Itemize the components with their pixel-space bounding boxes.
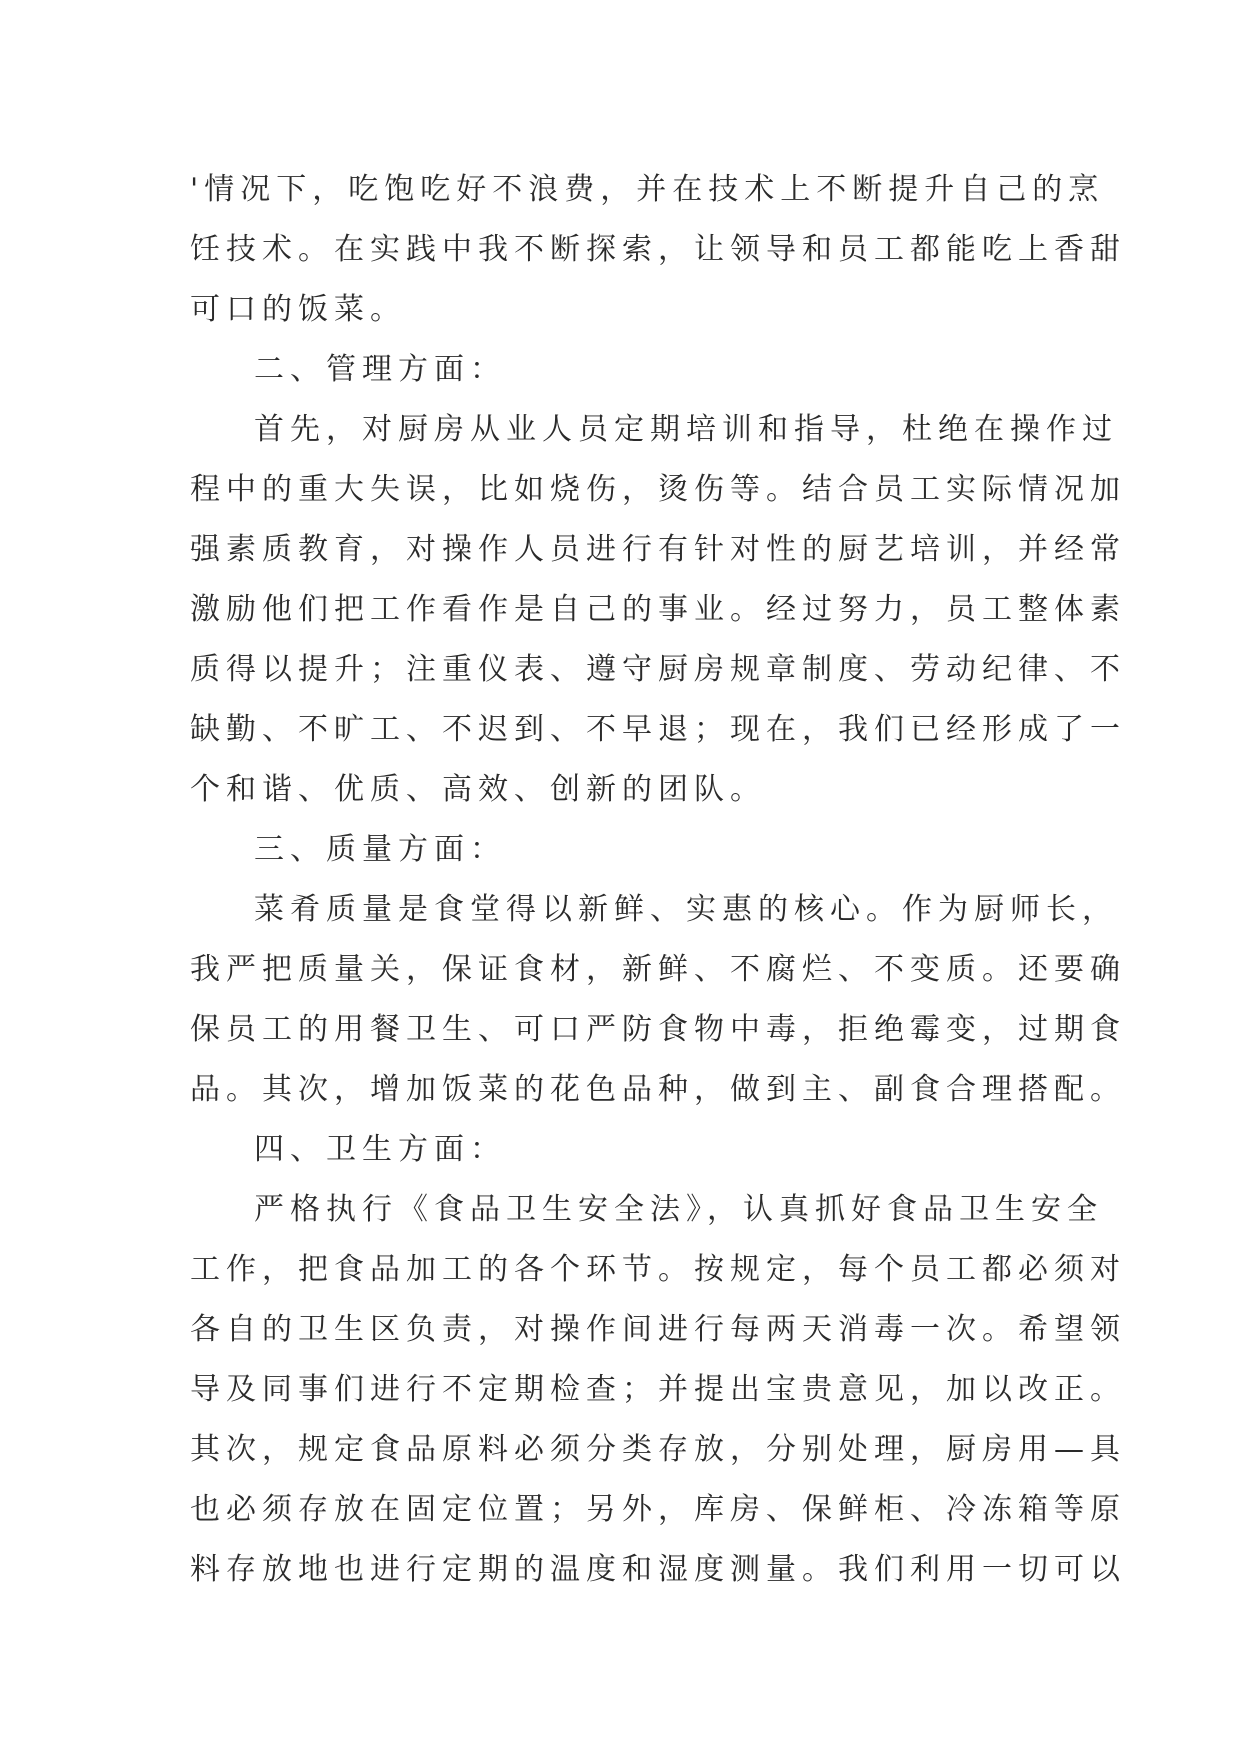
paragraph-first-line: 菜肴质量是食堂得以新鲜、实惠的核心。作为厨师长， <box>254 892 1118 927</box>
text-line: 程中的重大失误，比如烧伤，烫伤等。结合员工实际情况加 <box>190 472 1126 507</box>
text-line: 料存放地也进行定期的温度和湿度测量。我们利用一切可以 <box>190 1552 1126 1587</box>
text-line: 其次，规定食品原料必须分类存放，分别处理，厨房用—具 <box>190 1432 1126 1467</box>
text-line: 我严把质量关，保证食材，新鲜、不腐烂、不变质。还要确 <box>190 952 1126 987</box>
text-line: 导及同事们进行不定期检查；并提出宝贵意见，加以改正。 <box>190 1372 1126 1407</box>
section-heading-management: 二、管理方面： <box>254 352 506 387</box>
text-line: 保员工的用餐卫生、可口严防食物中毒，拒绝霉变，过期食 <box>190 1012 1126 1047</box>
text-line: 个和谐、优质、高效、创新的团队。 <box>190 772 766 807</box>
text-line: 品。其次，增加饭菜的花色品种，做到主、副食合理搭配。 <box>190 1072 1126 1107</box>
text-line: 可口的饭菜。 <box>190 292 406 327</box>
section-heading-quality: 三、质量方面： <box>254 832 506 867</box>
text-line: 工作，把食品加工的各个环节。按规定，每个员工都必须对 <box>190 1252 1126 1287</box>
text-line: 缺勤、不旷工、不迟到、不早退；现在，我们已经形成了一 <box>190 712 1126 747</box>
text-line: '情况下，吃饱吃好不浪费，并在技术上不断提升自己的烹 <box>190 172 1105 207</box>
text-line: 激励他们把工作看作是自己的事业。经过努力，员工整体素 <box>190 592 1126 627</box>
paragraph-first-line: 严格执行《食品卫生安全法》，认真抓好食品卫生安全 <box>254 1192 1103 1227</box>
text-line: 质得以提升；注重仪表、遵守厨房规章制度、劳动纪律、不 <box>190 652 1126 687</box>
section-heading-hygiene: 四、卫生方面： <box>254 1132 506 1167</box>
paragraph-first-line: 首先，对厨房从业人员定期培训和指导，杜绝在操作过 <box>254 412 1118 447</box>
text-line: 强素质教育，对操作人员进行有针对性的厨艺培训，并经常 <box>190 532 1126 567</box>
document-body <box>190 160 1126 1600</box>
text-line: 也必须存放在固定位置；另外，库房、保鲜柜、冷冻箱等原 <box>190 1492 1126 1527</box>
text-line: 各自的卫生区负责，对操作间进行每两天消毒一次。希望领 <box>190 1312 1126 1347</box>
text-line: 饪技术。在实践中我不断探索，让领导和员工都能吃上香甜 <box>190 232 1126 267</box>
